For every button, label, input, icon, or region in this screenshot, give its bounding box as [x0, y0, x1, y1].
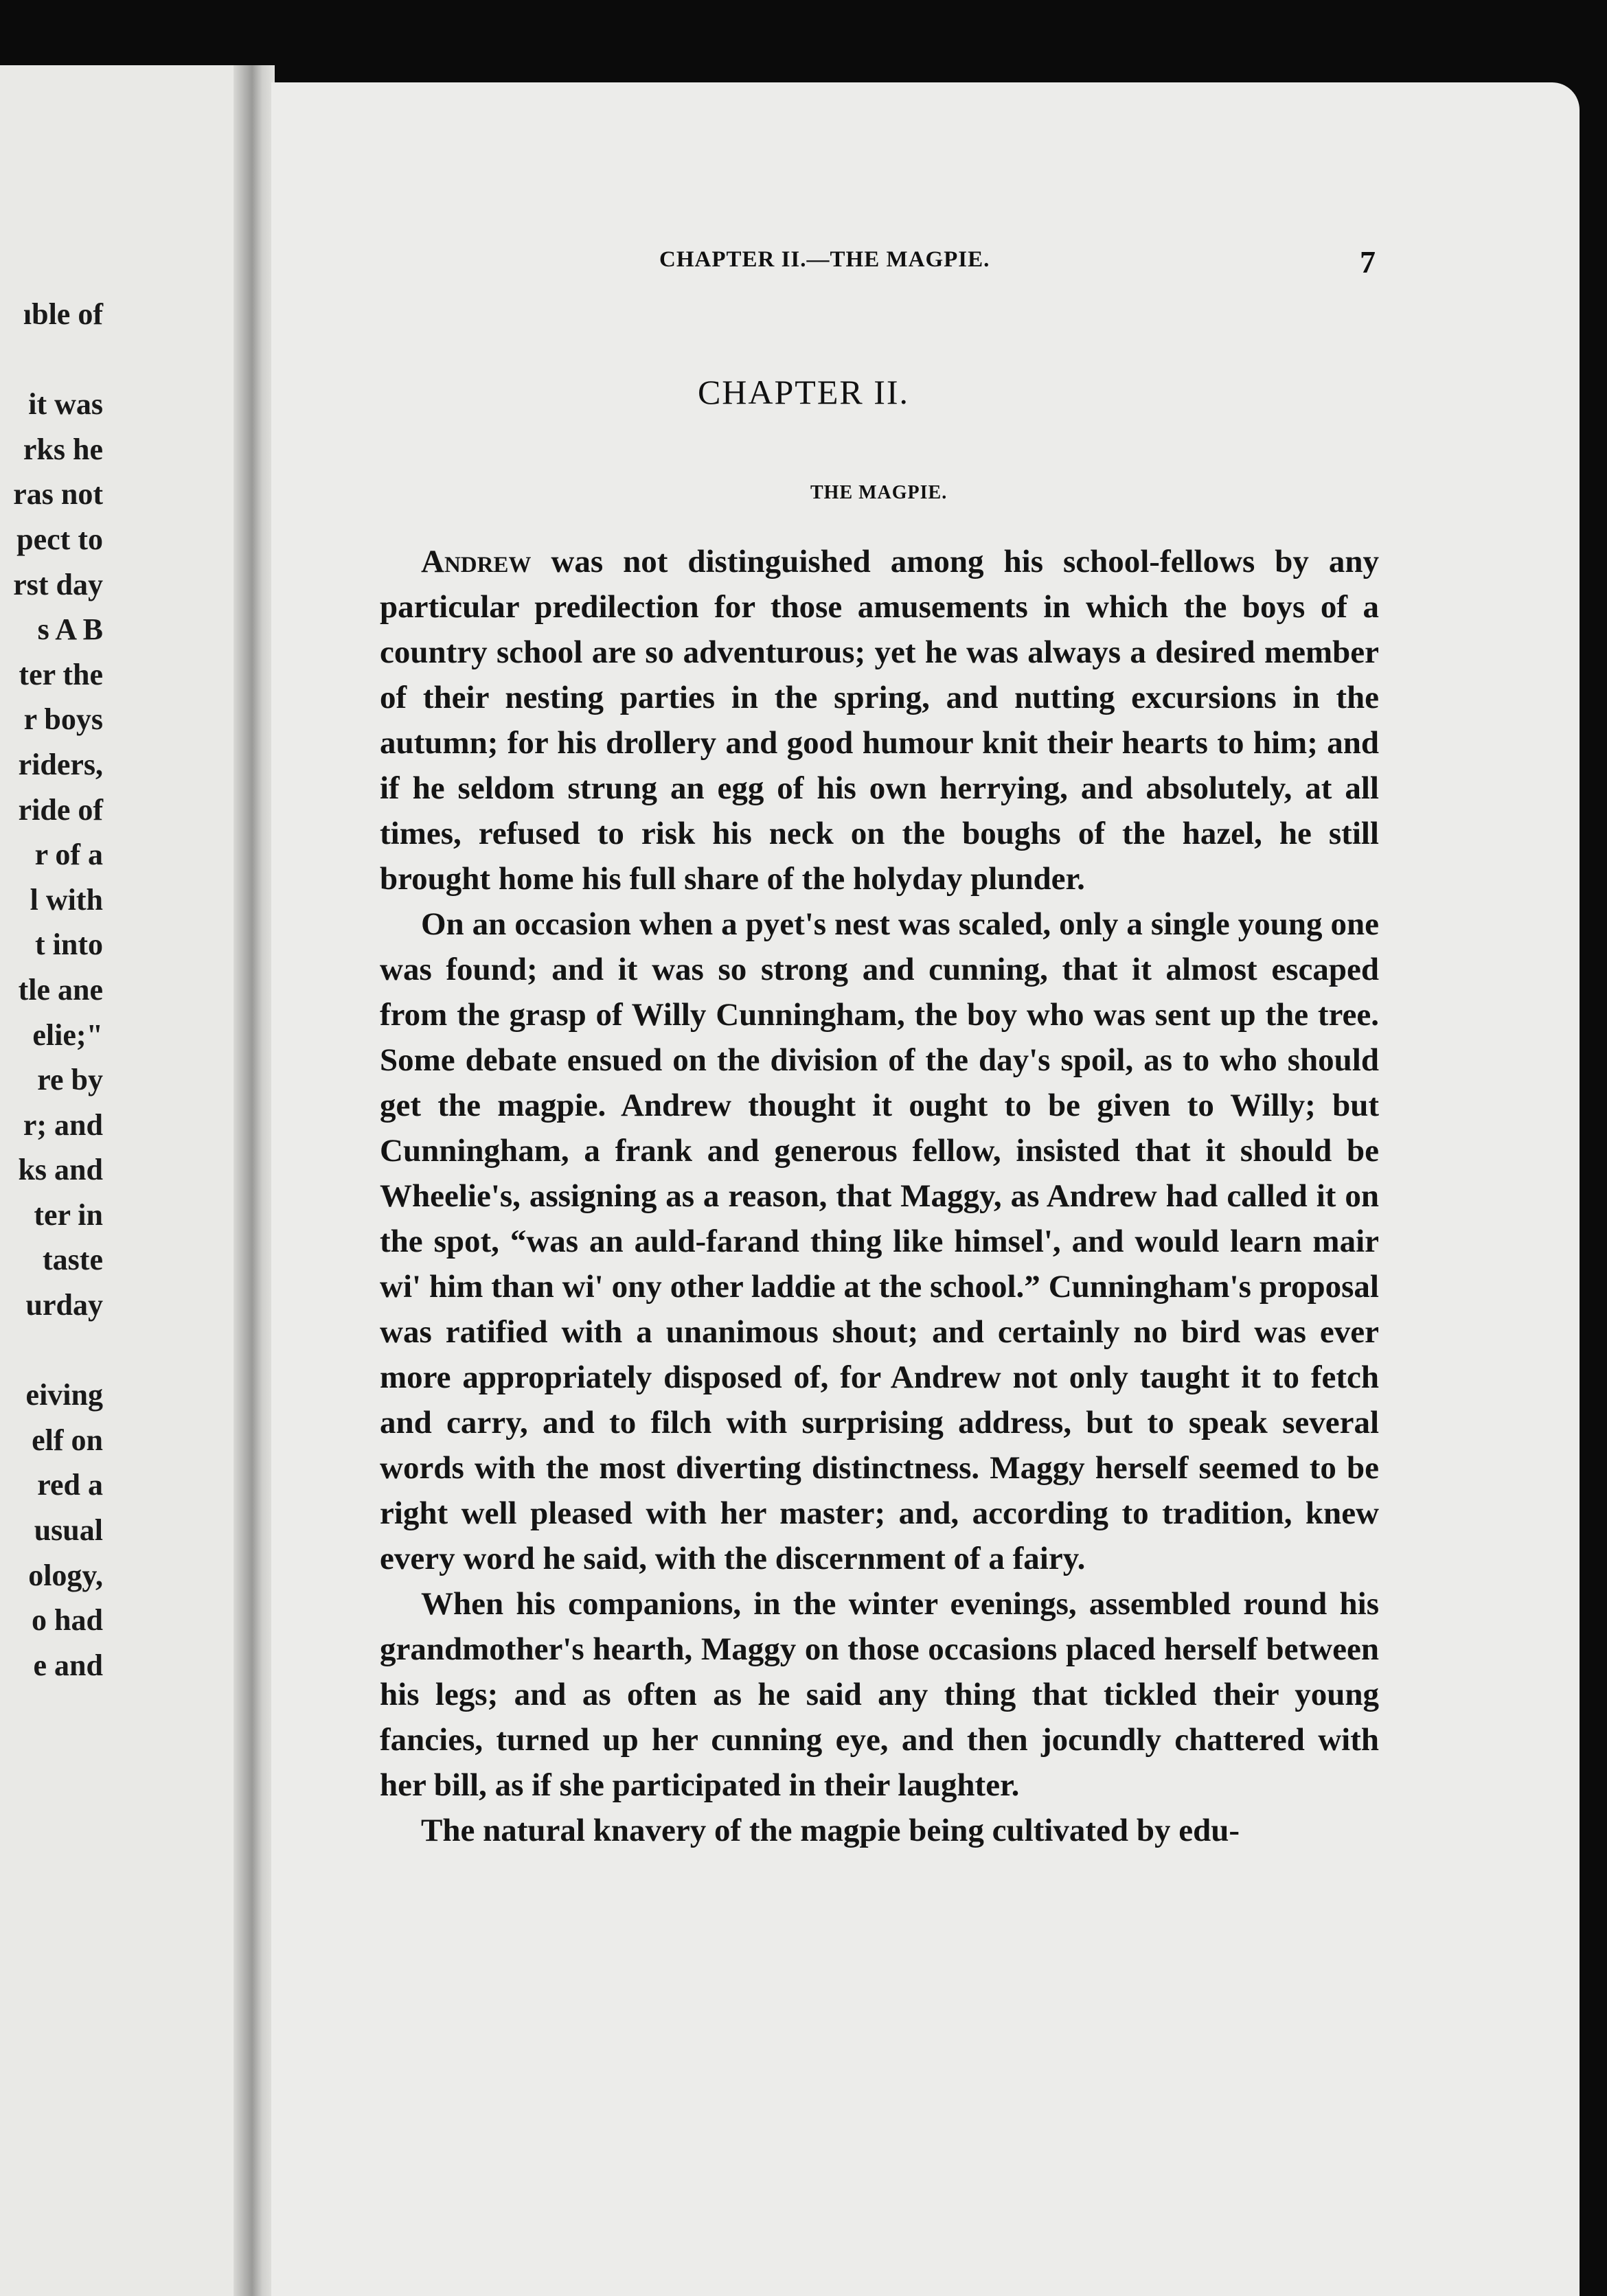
- left-page-fragment: usual: [34, 1513, 103, 1548]
- paragraph-text: On an occasion when a pyet's nest was scaled, only a single young one was found; and it was so strong and cunning, that it almost escaped from the grasp of Willy Cunningham, the boy who was sent up the tree. Some debate ensued on the division of the day's spoil, as to who should get the magpie. Andrew thought it ought to be given to Willy; but Cunningham, a frank and generous fellow, insisted that it should be Wheelie's, assigning as a reason, that Maggy, as Andrew had called it on the spot, “was an auld-farand thing like himsel', and would learn mair wi' him than wi' ony other laddie at the school.” Cunningham's proposal was ratified with a unanimous shout; and certainly no bird was ever more appropriately disposed of, for Andrew not only taught it to fetch and carry, and to filch with surprising address, but to speak several words with the most diverting distinctness. Maggy herself seemed to be right well pleased with her master; and, according to tradition, knew every word he said, with the discernment of a fairy.: [380, 906, 1379, 1576]
- paragraph-text: The natural knavery of the magpie being cultivated by edu-: [421, 1813, 1240, 1848]
- left-page-fragment: urday: [25, 1288, 103, 1322]
- left-page-fragment: ks and: [18, 1153, 103, 1187]
- paragraph: [380, 1581, 1379, 1808]
- chapter-subtitle: THE MAGPIE.: [810, 482, 948, 503]
- left-page-fragment: eiving: [25, 1378, 103, 1412]
- body-text: [380, 539, 1379, 1853]
- page-number: 7: [1360, 244, 1376, 279]
- left-page-fragment: tle ane: [18, 972, 103, 1007]
- left-page-fragment: o had: [32, 1603, 103, 1638]
- left-page-fragment: ride of: [18, 792, 103, 827]
- left-page-fragment: red a: [37, 1468, 103, 1502]
- left-page-fragment: riders,: [18, 747, 103, 781]
- left-page-fragment: r; and: [23, 1107, 103, 1142]
- running-head: CHAPTER II.—THE MAGPIE.: [659, 247, 990, 272]
- left-page-fragment: r boys: [23, 702, 103, 737]
- left-page-fragment: r of a: [34, 838, 103, 872]
- left-page-fragment: rks he: [23, 432, 103, 466]
- paragraph-text: When his companions, in the winter evenings, assembled round his grandmother's hearth, Maggy on those occasions placed herself between his legs; and as often as he said any thing that tickled their young fancies, turned up her cunning eye, and then jocundly chattered with her bill, as if she participated in their laughter.: [380, 1586, 1379, 1803]
- left-page-fragment: t into: [35, 928, 103, 962]
- left-page-fragment: l with: [30, 882, 103, 917]
- left-page-fragment: e and: [33, 1648, 103, 1682]
- left-page-fragment: re by: [37, 1063, 103, 1097]
- paragraph: [380, 902, 1379, 1581]
- paragraph-lead: Andrew: [421, 544, 532, 579]
- left-page-fragment: taste: [43, 1243, 103, 1277]
- left-page-text-fragments: [0, 292, 103, 1688]
- left-page-fragment: elie;": [32, 1018, 103, 1052]
- left-page-fragment: ology,: [28, 1558, 103, 1592]
- left-page-fragment: it was: [28, 387, 103, 422]
- chapter-title-wrap: [0, 372, 1607, 412]
- left-page-fragment: ter in: [34, 1197, 103, 1232]
- paragraph: [380, 1808, 1379, 1853]
- left-page-fragment: pect to: [16, 522, 103, 556]
- paragraph-text: was not distinguished among his school-fellows by any particular predilection for those amusements in which the boys of a country school are so adventurous; yet he was always a desired member of their nesting parties in the spring, and nutting excursions in the autumn; for his drollery and good humour knit their hearts to him; and if he seldom strung an egg of his own herrying, and absolutely, at all times, refused to risk his neck on the boughs of the hazel, he still brought home his full share of the holyday plunder.: [380, 544, 1379, 897]
- left-page-fragment: ras not: [13, 477, 103, 512]
- left-page-fragment: elf on: [32, 1423, 103, 1457]
- left-page-fragment: ıble of: [23, 297, 103, 331]
- chapter-title: CHAPTER II.: [697, 373, 910, 411]
- paragraph: [380, 539, 1379, 902]
- left-page-fragment: rst day: [13, 567, 103, 601]
- left-page-fragment: ter the: [19, 657, 103, 691]
- left-page-fragment: s A B: [37, 612, 103, 647]
- left-page-fragment: [0, 1328, 103, 1373]
